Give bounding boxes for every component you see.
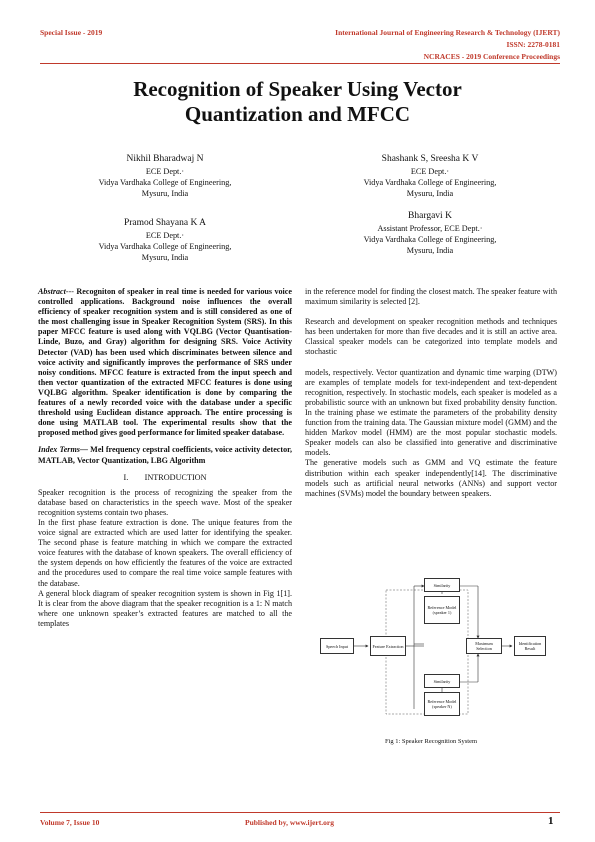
header-issn: ISSN: 2278-0181 (506, 40, 560, 49)
abstract-label: Abstract--- (38, 287, 74, 296)
author-name: Nikhil Bharadwaj N (126, 154, 204, 164)
header-conference: NCRACES - 2019 Conference Proceedings (423, 52, 560, 61)
footer-volume: Volume 7, Issue 10 (40, 818, 100, 827)
reference-model-1-box: Reference Model (speaker 1) (424, 596, 460, 624)
author-dept: ECE Dept.· (410, 167, 450, 176)
index-terms (38, 445, 292, 465)
index-terms-label: Index Terms— (38, 445, 88, 455)
similarity-top-box: Similarity (424, 578, 460, 592)
author-affiliation: Vidya Vardhaka College of Engineering, (98, 242, 232, 251)
header-journal: International Journal of Engineering Research & Technology (IJERT) (335, 28, 560, 37)
body-paragraph-1: in the reference model for finding the closest match. The speaker feature with maximum similarity is selected [2]. (305, 287, 557, 307)
author-dept: Assistant Professor, ECE Dept.· (377, 224, 483, 233)
footer-published: Published by, www.ijert.org (245, 818, 334, 827)
page-number: 1 (548, 815, 554, 827)
body-paragraph-2: Research and development on speaker recognition methods and techniques has been undertaken for more than five decades and it is still an active area. Classical speaker models can be categorized into template models and stochastic (305, 317, 557, 357)
author-dept: ECE Dept.· (145, 231, 185, 240)
section-title: INTRODUCTION (144, 472, 207, 482)
author-block-3 (40, 218, 290, 263)
author-affiliation: Vidya Vardhaka College of Engineering, (363, 235, 497, 244)
intro-paragraph-2: In the first phase feature extraction is done. The unique features from the voice signal are extracted which are used latter for identifying the speaker. The second phase is feature matching in which we compare the extracted voice features with the database of known speakers. The overall efficiency of the system depends on how efficiently the features of the voice are extracted and the procedures used to compare the real time voice sample features with the database. (38, 517, 292, 588)
author-name: Pramod Shayana K A (123, 218, 207, 228)
figure-1-caption: Fig 1: Speaker Recognition System (384, 738, 478, 745)
abstract-text: Recogniton of speaker in real time is needed for various voice controlled applications. Background noise influences the overall efficiency of speaker recognition system and is still considered as one of the most challenging issue in Speaker Recognition System (SRS). In this paper MFCC feature is used along with VQLBG (Vector Quantisation-Linde, Buzo, and Gray) algorithm for designing SRS. Voice Activity Detector (VAD) has been used which discriminates between silence and voice activity and significantly improves the performance of SRS under noisy conditions. MFCC feature is extracted from the input speech and then vector quantization of the extracted MFCC features is done using VQLBG algorithm. Speaker identification is done by comparing the features of a newly recorded voice with the database under a specific threshold using Euclidean distance approach. The entire processing is done using MATLAB tool. The experimental results show that the proposed method gives good performance for limited speaker database. (38, 287, 292, 438)
author-block-1 (40, 154, 290, 199)
author-city: Mysuru, India (406, 189, 454, 198)
index-terms-text: Mel frequency cepstral coefficients, voice activity detector, MATLAB, Vector Quantization, LBG Algorithm (38, 445, 292, 465)
body-paragraph-4: The generative models such as GMM and VQ estimate the feature distribution within each speaker independently[14]. The discriminative models such as artificial neural networks (ANNs) and support vector machines (SVMs) model the boundary between speakers. (305, 458, 557, 498)
feature-extraction-box: Feature Extraction (370, 636, 406, 656)
header-special-issue: Special Issue - 2019 (40, 28, 103, 37)
footer-rule (40, 812, 560, 813)
author-name: Bhargavi K (408, 211, 452, 221)
author-city: Mysuru, India (406, 246, 454, 255)
author-affiliation: Vidya Vardhaka College of Engineering, (98, 178, 232, 187)
intro-paragraph-3: A general block diagram of speaker recognition system is shown in Fig 1[1]. It is clear from the above diagram that the speaker recognition is a 1: N match where one unknown speaker’s extracted features are matched to all the templates (38, 588, 292, 628)
reference-model-n-box: Reference Model (speaker N) (424, 692, 460, 716)
section-number: I. (123, 472, 129, 482)
author-city: Mysuru, India (141, 253, 189, 262)
identification-result-box: Identification Result (514, 636, 546, 656)
author-name: Shashank S, Sreesha K V (381, 154, 479, 164)
abstract (38, 287, 292, 438)
section-heading-introduction (38, 473, 292, 483)
left-column (38, 287, 292, 629)
right-column (305, 287, 557, 499)
paper-title: Recognition of Speaker Using Vector Quantization and MFCC (133, 77, 462, 126)
author-affiliation: Vidya Vardhaka College of Engineering, (363, 178, 497, 187)
figure-1-diagram (318, 574, 548, 734)
author-block-4 (305, 211, 555, 256)
author-city: Mysuru, India (141, 189, 189, 198)
author-block-2 (305, 154, 555, 199)
header-rule (40, 63, 560, 64)
similarity-bottom-box: Similarity (424, 674, 460, 688)
speech-input-box: Speech Input (320, 638, 354, 654)
maximum-selection-box: Maximum Selection (466, 638, 502, 654)
body-paragraph-3: models, respectively. Vector quantization and dynamic time warping (DTW) are examples of template models for text-independent and text-dependent recognition, respectively. In stochastic models, each speaker is modeled as a probabilistic source with an unknown but fixed probability density function. In the training phase we estimate the parameters of the probability density function from the training data. The Gaussian mixture model (GMM) and the hidden Markov model (HMM) are the most popular stochastic models. Speaker models can also be classified into generative and discriminative models. (305, 367, 557, 458)
intro-paragraph-1: Speaker recognition is the process of recognizing the speaker from the database based on characteristics in the speech wave. Most of the speaker recognition systems contain two phases. (38, 487, 292, 517)
author-dept: ECE Dept.· (145, 167, 185, 176)
